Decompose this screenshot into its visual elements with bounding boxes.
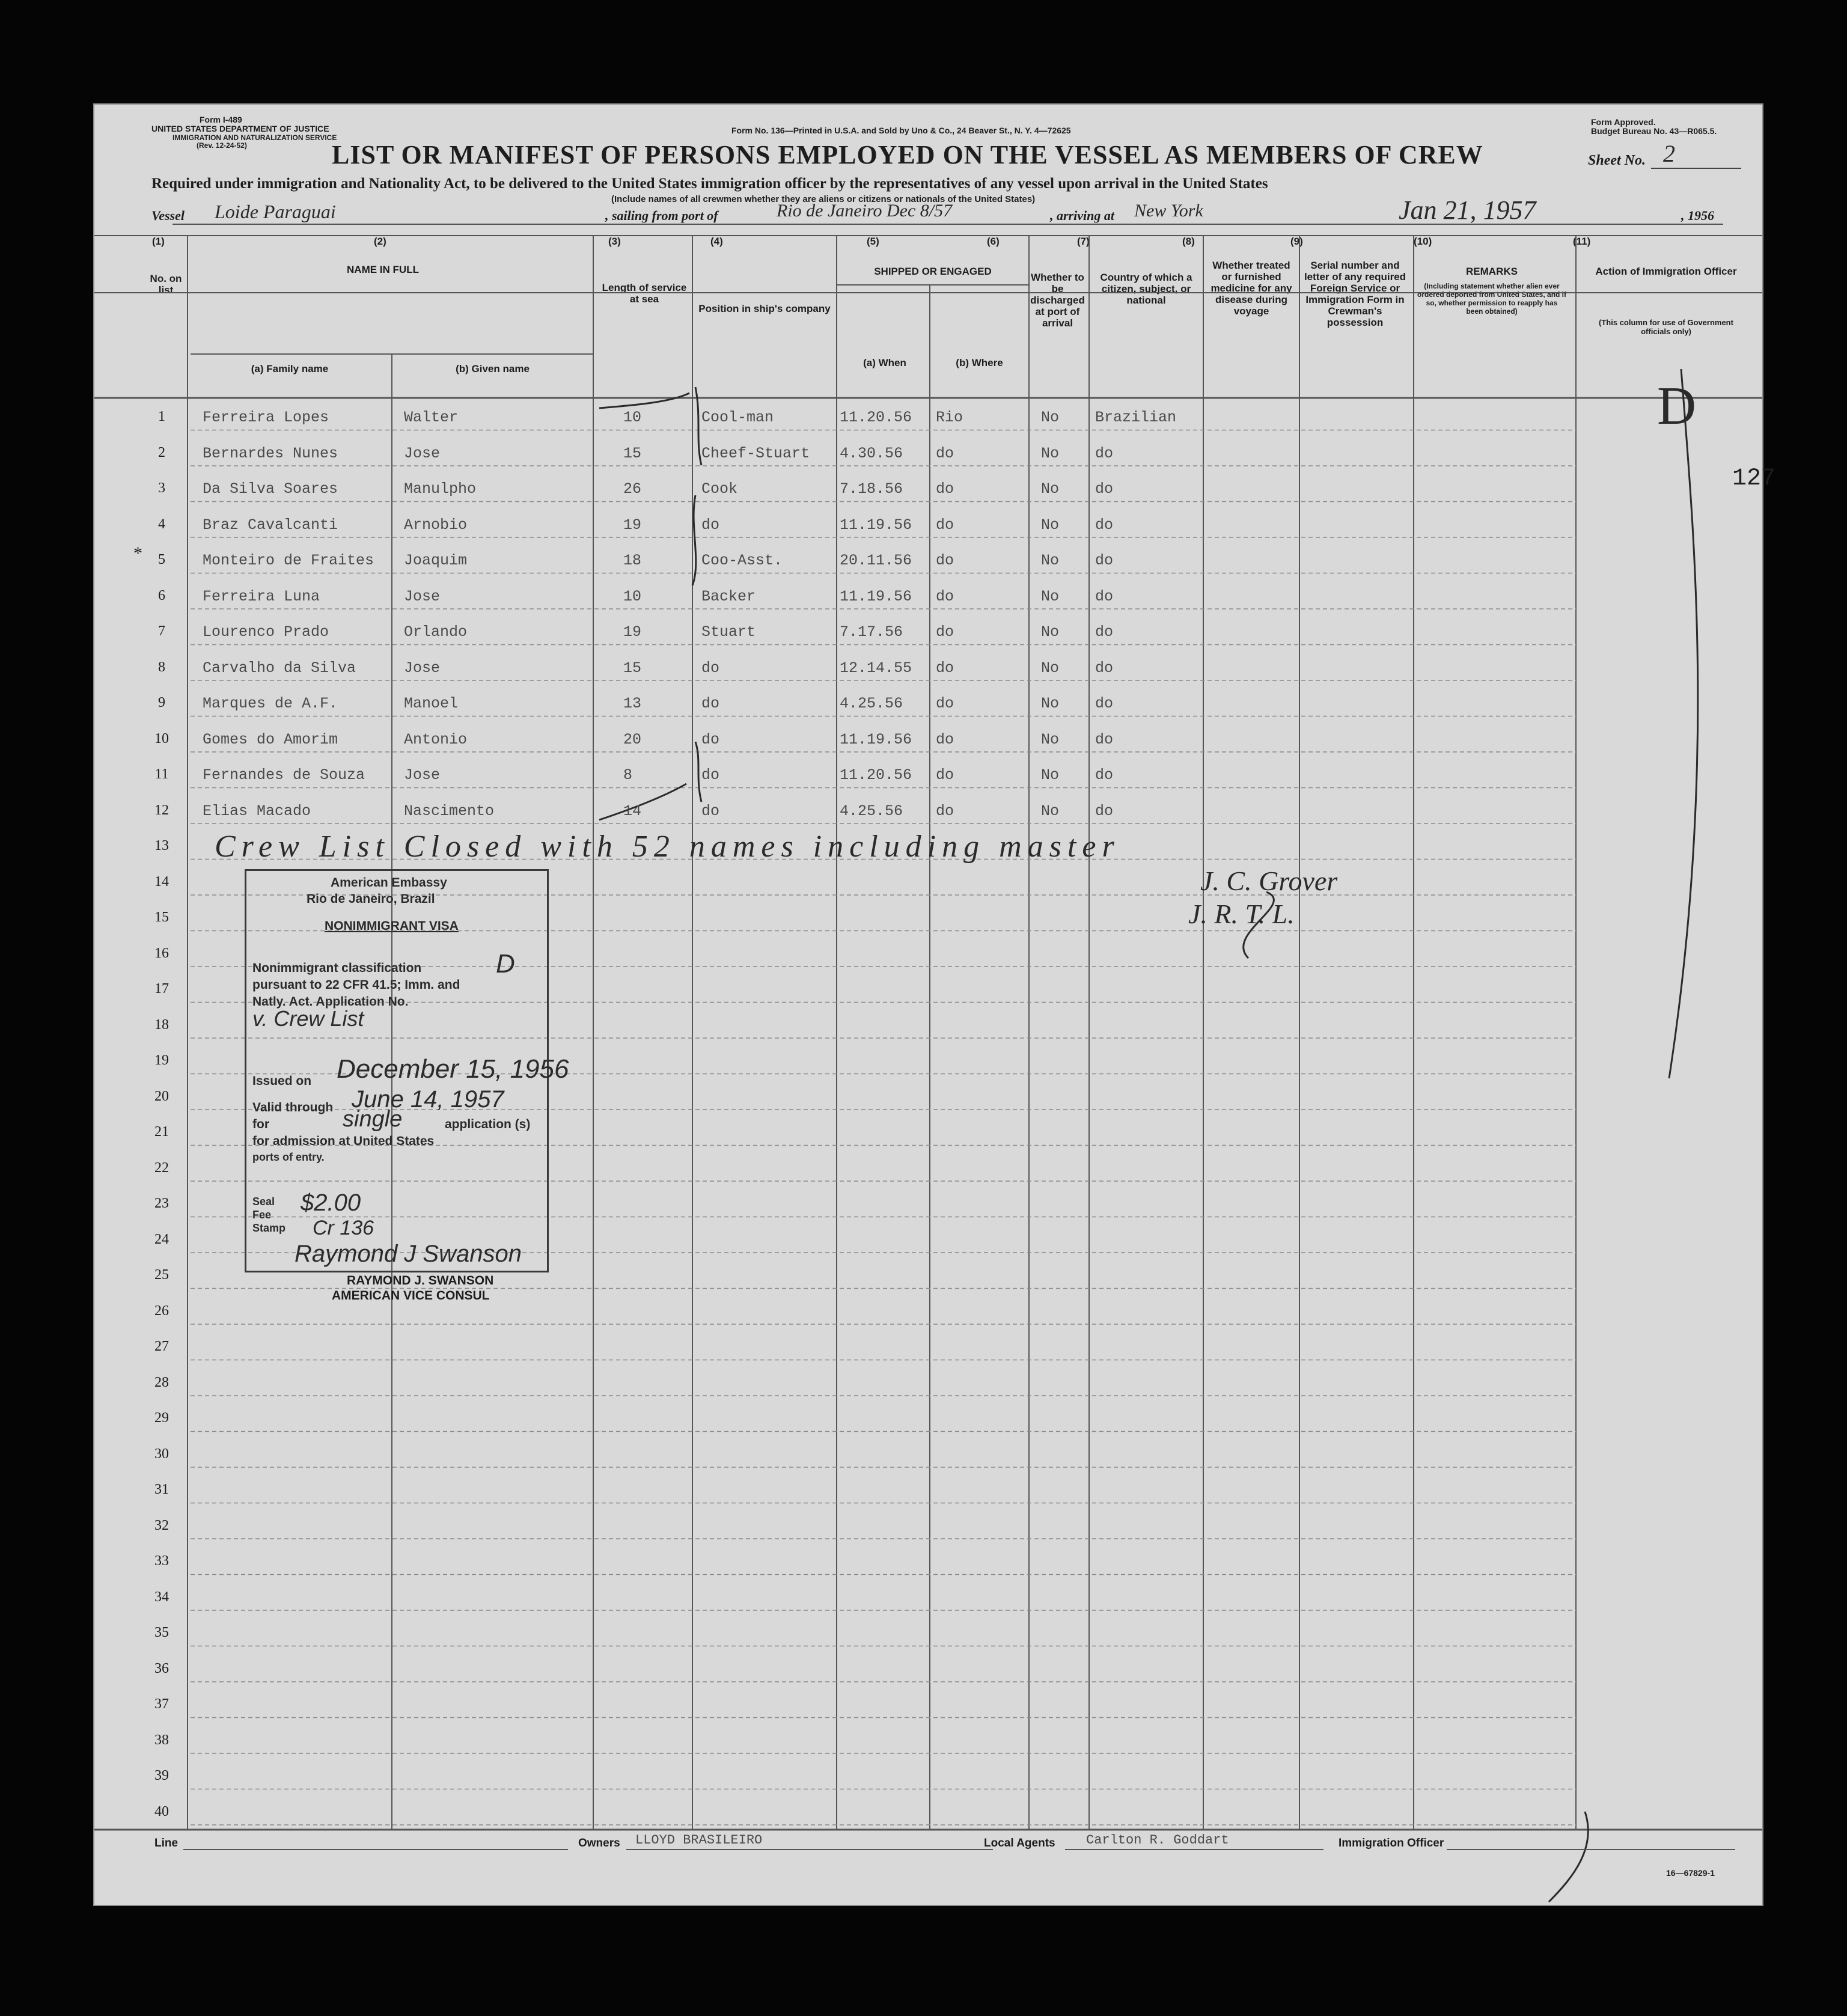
crew-family-name: Fernandes de Souza	[203, 766, 365, 784]
stamp-act: Natly. Act. Application No.	[252, 995, 409, 1009]
crew-family-name: Gomes do Amorim	[203, 730, 338, 748]
col11-note: (This column for use of Government officials only)	[1599, 318, 1733, 336]
crew-discharge: No	[1041, 730, 1060, 748]
crew-family-name: Marques de A.F.	[203, 695, 338, 712]
crew-given-name: Jose	[404, 587, 441, 605]
crew-shipped-when: 12.14.55	[840, 659, 912, 677]
department-label: UNITED STATES DEPARTMENT OF JUSTICE	[151, 124, 329, 133]
col5b-header: (b) Where	[956, 357, 1003, 368]
col11-header: Action of Immigration Officer	[1595, 266, 1737, 277]
col6-number: (6)	[987, 236, 1000, 247]
crew-discharge: No	[1041, 766, 1060, 784]
footer-owners-underline	[626, 1849, 993, 1850]
crew-given-name: Antonio	[404, 730, 468, 748]
col8-header: Whether treated or furnished medicine for any disease during voyage	[1210, 260, 1292, 317]
visa-stamp	[245, 869, 569, 1272]
col4-number: (4)	[710, 236, 723, 247]
closing-note: Crew List Closed with 52 names including master	[215, 829, 1120, 864]
footer-code: 16—67829-1	[1666, 1868, 1715, 1878]
stamp-fee-value: $2.00	[301, 1190, 361, 1216]
crew-given-name: Joaquim	[404, 552, 468, 569]
stamp-seal-label: Seal	[252, 1196, 275, 1208]
crew-shipped-where: do	[936, 480, 954, 498]
crew-position: Coo-Asst.	[701, 552, 783, 569]
crew-shipped-where: do	[936, 552, 954, 569]
crew-shipped-where: Rio	[936, 409, 963, 426]
col7-number: (7)	[1077, 236, 1090, 247]
stamp-application-label: application (s)	[445, 1117, 531, 1131]
crew-service: 15	[623, 444, 642, 462]
arriving-port: New York	[1134, 201, 1203, 221]
col1-header: No. on list	[150, 273, 182, 296]
row-number: 33	[154, 1553, 169, 1569]
service-label: IMMIGRATION AND NATURALIZATION SERVICE	[172, 133, 337, 142]
crew-country: do	[1095, 587, 1114, 605]
footer-owners-label: Owners	[578, 1837, 620, 1850]
crew-discharge: No	[1041, 552, 1060, 569]
crew-country: do	[1095, 659, 1114, 677]
row-number: 24	[154, 1231, 169, 1247]
row-number: 11	[154, 766, 169, 782]
row-number: 14	[154, 873, 169, 890]
crew-discharge: No	[1041, 623, 1060, 641]
row-number: 5	[158, 552, 165, 567]
row-number: 15	[154, 909, 169, 925]
stamp-valid-label: Valid through	[252, 1101, 334, 1114]
col10-note: (Including statement whether alien ever ordered deported from United States, and if so, whether permission to reapply has been obtained)	[1417, 282, 1567, 316]
crew-shipped-when: 7.18.56	[840, 480, 903, 498]
footer-officer-label: Immigration Officer	[1339, 1837, 1444, 1850]
crew-shipped-where: do	[936, 730, 954, 748]
sheet-number: 2	[1663, 140, 1675, 167]
col5a-header: (a) When	[863, 357, 906, 368]
crew-discharge: No	[1041, 444, 1060, 462]
stamp-admission: for admission at United States	[252, 1134, 435, 1148]
row-number: 12	[154, 802, 169, 818]
footer-agents-underline	[1065, 1849, 1323, 1850]
crew-shipped-where: do	[936, 766, 954, 784]
crew-service: 14	[623, 802, 642, 820]
stamp-embassy: American Embassy	[331, 876, 447, 890]
crew-position: do	[701, 516, 720, 534]
row-number: 23	[154, 1196, 169, 1211]
crew-discharge: No	[1041, 516, 1060, 534]
row-number: 25	[154, 1267, 169, 1283]
form-number-prefix: Form I-489	[200, 115, 242, 124]
crew-position: do	[701, 659, 720, 677]
row-number: 38	[154, 1732, 169, 1748]
crew-country: do	[1095, 444, 1114, 462]
crew-given-name: Manoel	[404, 695, 459, 712]
row-number: 2	[158, 444, 165, 460]
stamp-stamp-label: Stamp	[252, 1222, 286, 1234]
row-number: 27	[154, 1339, 169, 1354]
stamp-fee-label: Fee	[252, 1209, 272, 1221]
crew-country: do	[1095, 552, 1114, 569]
stamp-for-label: for	[252, 1117, 269, 1131]
crew-position: do	[701, 695, 720, 712]
crew-service: 15	[623, 659, 642, 677]
crew-service: 8	[623, 766, 633, 784]
vessel-name: Loide Paraguai	[215, 201, 336, 222]
row-number: 1	[158, 409, 165, 424]
stamp-valid-value: June 14, 1957	[352, 1086, 504, 1113]
crew-family-name: Lourenco Prado	[203, 623, 329, 641]
stamp-signature: Raymond J Swanson	[295, 1241, 522, 1267]
col4-header: Position in ship's company	[698, 303, 831, 314]
crew-country: do	[1095, 730, 1114, 748]
stamp-visa-type: NONIMMIGRANT VISA	[325, 919, 459, 933]
include-note: (Include names of all crewmen whether they are aliens or citizens or nationals of the United States)	[611, 194, 1036, 204]
crew-shipped-where: do	[936, 623, 954, 641]
row-number: 13	[154, 838, 169, 854]
row-number: 3	[158, 480, 165, 496]
crew-shipped-when: 11.20.56	[840, 766, 912, 784]
crew-country: do	[1095, 695, 1114, 712]
row-number: 26	[154, 1303, 169, 1319]
crew-given-name: Walter	[404, 409, 459, 426]
row-number: 8	[158, 659, 165, 675]
row-number: 40	[154, 1803, 169, 1819]
revision-label: (Rev. 12-24-52)	[197, 141, 247, 150]
official-initials: J. C. Grover	[1200, 866, 1338, 896]
row-number: 30	[154, 1446, 169, 1462]
col5-number: (5)	[867, 236, 879, 247]
crew-shipped-when: 7.17.56	[840, 623, 903, 641]
crew-shipped-where: do	[936, 659, 954, 677]
consul-name: RAYMOND J. SWANSON	[347, 1274, 494, 1287]
printer-note: Form No. 136—Printed in U.S.A. and Sold by Uno & Co., 24 Beaver St., N. Y. 4—72625	[731, 126, 1071, 135]
col11-number: (11)	[1573, 236, 1591, 247]
crew-position: do	[701, 802, 720, 820]
crew-given-name: Manulpho	[404, 480, 477, 498]
footer-agents-value: Carlton R. Goddart	[1086, 1833, 1229, 1848]
crew-position: Cheef-Stuart	[701, 444, 810, 462]
stamp-crew-list: v. Crew List	[252, 1006, 364, 1031]
col3-header: Length of service at sea	[602, 282, 687, 305]
row-number: 22	[154, 1159, 169, 1176]
col8-number: (8)	[1182, 236, 1195, 247]
crew-shipped-where: do	[936, 695, 954, 712]
crew-given-name: Nascimento	[404, 802, 495, 820]
crew-shipped-where: do	[936, 444, 954, 462]
crew-family-name: Da Silva Soares	[203, 480, 338, 498]
crew-discharge: No	[1041, 409, 1060, 426]
col7-header: Country of which a citizen, subject, or national	[1100, 272, 1192, 306]
crew-discharge: No	[1041, 480, 1060, 498]
approved-label: Form Approved.	[1591, 117, 1656, 127]
stamp-classification-label: Nonimmigrant classification	[252, 961, 422, 975]
crew-family-name: Bernardes Nunes	[203, 444, 338, 462]
manifest-sheet	[93, 103, 1776, 1906]
footer-line-label: Line	[154, 1837, 179, 1850]
sailing-port: Rio de Janeiro Dec 8/57	[777, 201, 953, 221]
crew-shipped-when: 4.25.56	[840, 695, 903, 712]
crew-discharge: No	[1041, 802, 1060, 820]
row5-mark: *	[133, 543, 142, 563]
crew-shipped-when: 11.19.56	[840, 730, 912, 748]
action-mark: D	[1657, 376, 1696, 436]
crew-shipped-when: 11.19.56	[840, 516, 912, 534]
crew-service: 13	[623, 695, 642, 712]
crew-position: do	[701, 766, 720, 784]
margin-number: 127	[1732, 465, 1776, 492]
budget-label: Budget Bureau No. 43—R065.5.	[1591, 126, 1717, 136]
footer-owners-value: LLOYD BRASILEIRO	[635, 1833, 763, 1848]
row-number: 9	[158, 695, 165, 710]
row-number: 7	[158, 623, 165, 639]
crew-shipped-when: 11.19.56	[840, 587, 912, 605]
crew-position: Cool-man	[701, 409, 774, 426]
stamp-classification-value: D	[496, 949, 515, 979]
arrival-date: Jan 21, 1957	[1399, 195, 1536, 225]
crew-shipped-where: do	[936, 802, 954, 820]
row-number: 35	[154, 1625, 169, 1640]
row-number: 6	[158, 587, 165, 603]
crew-family-name: Ferreira Lopes	[203, 409, 329, 426]
row-number: 32	[154, 1517, 169, 1533]
stamp-for-value: single	[343, 1107, 403, 1132]
crew-given-name: Arnobio	[404, 516, 468, 534]
crew-position: Stuart	[701, 623, 756, 641]
row-number: 17	[154, 981, 169, 997]
crew-service: 10	[623, 587, 642, 605]
crew-service: 10	[623, 409, 642, 426]
crew-discharge: No	[1041, 659, 1060, 677]
stamp-location: Rio de Janeiro, Brazil	[307, 892, 435, 906]
row-number: 19	[154, 1052, 169, 1068]
crew-discharge: No	[1041, 587, 1060, 605]
crew-position: Cook	[701, 480, 738, 498]
crew-service: 19	[623, 516, 642, 534]
row-number: 31	[154, 1482, 169, 1497]
col2-header: NAME IN FULL	[347, 264, 419, 275]
row-number: 34	[154, 1589, 169, 1605]
stamp-pursuant: pursuant to 22 CFR 41.5; Imm. and	[252, 978, 460, 992]
crew-family-name: Ferreira Luna	[203, 587, 320, 605]
footer-officer-underline	[1447, 1849, 1735, 1850]
crew-country: do	[1095, 802, 1114, 820]
crew-country: do	[1095, 623, 1114, 641]
row-number: 39	[154, 1768, 169, 1783]
stamp-ports: ports of entry.	[252, 1151, 325, 1163]
year-label: , 1956	[1681, 208, 1714, 223]
crew-service: 18	[623, 552, 642, 569]
crew-family-name: Braz Cavalcanti	[203, 516, 338, 534]
col2b-header: (b) Given name	[456, 363, 530, 374]
row-number: 29	[154, 1410, 169, 1426]
crew-country: do	[1095, 480, 1114, 498]
crew-shipped-when: 4.25.56	[840, 802, 903, 820]
col6-header: Whether to be discharged at port of arrival	[1030, 272, 1085, 329]
crew-country: do	[1095, 516, 1114, 534]
crew-given-name: Orlando	[404, 623, 468, 641]
crew-family-name: Elias Macado	[203, 802, 311, 820]
row-number: 10	[154, 730, 169, 747]
col2a-header: (a) Family name	[251, 363, 329, 374]
crew-service: 19	[623, 623, 642, 641]
row-number: 37	[154, 1696, 169, 1712]
footer-agents-label: Local Agents	[984, 1837, 1055, 1850]
crew-shipped-when: 11.20.56	[840, 409, 912, 426]
manifest-title: LIST OR MANIFEST OF PERSONS EMPLOYED ON THE VESSEL AS MEMBERS OF CREW	[332, 140, 1483, 170]
consul-title: AMERICAN VICE CONSUL	[332, 1289, 490, 1303]
vessel-label: Vessel	[151, 208, 185, 223]
row-number: 21	[154, 1124, 169, 1140]
sheet-label: Sheet No.	[1588, 153, 1646, 168]
col2-number: (2)	[374, 236, 386, 247]
crew-position: do	[701, 730, 720, 748]
crew-shipped-when: 4.30.56	[840, 444, 903, 462]
crew-given-name: Jose	[404, 659, 441, 677]
crew-family-name: Monteiro de Fraites	[203, 552, 374, 569]
arriving-label: , arriving at	[1050, 208, 1114, 223]
footer-line-underline	[183, 1849, 568, 1850]
col9-header: Serial number and letter of any required Foreign Service or Immigration Form in Crewman's possession	[1304, 260, 1406, 328]
row-number: 20	[154, 1088, 169, 1104]
row-number: 36	[154, 1660, 169, 1676]
crew-discharge: No	[1041, 695, 1060, 712]
stamp-stamp-value: Cr 136	[313, 1217, 374, 1239]
crew-given-name: Jose	[404, 444, 441, 462]
col3-number: (3)	[608, 236, 621, 247]
col9-number: (9)	[1290, 236, 1303, 247]
official-initials-2: J. R. T. L.	[1188, 899, 1295, 929]
row-number: 28	[154, 1374, 169, 1390]
row-number: 4	[158, 516, 165, 532]
crew-service: 26	[623, 480, 642, 498]
crew-shipped-where: do	[936, 587, 954, 605]
subtitle: Required under immigration and Nationality Act, to be delivered to the United States immigration officer by the representatives of any vessel upon arrival in the United States	[151, 176, 1268, 192]
sailing-label: , sailing from port of	[605, 208, 718, 223]
crew-shipped-when: 20.11.56	[840, 552, 912, 569]
crew-position: Backer	[701, 587, 756, 605]
stamp-issued-value: December 15, 1956	[337, 1054, 569, 1084]
crew-country: Brazilian	[1095, 409, 1177, 426]
row-number: 18	[154, 1016, 169, 1033]
crew-service: 20	[623, 730, 642, 748]
crew-shipped-where: do	[936, 516, 954, 534]
col10-number: (10)	[1414, 236, 1432, 247]
col10-header: REMARKS	[1466, 266, 1518, 277]
crew-country: do	[1095, 766, 1114, 784]
col1-number: (1)	[152, 236, 165, 247]
stamp-issued-label: Issued on	[252, 1074, 312, 1088]
crew-given-name: Jose	[404, 766, 441, 784]
row-number: 16	[154, 945, 169, 961]
col5-header: SHIPPED OR ENGAGED	[874, 266, 992, 277]
crew-family-name: Carvalho da Silva	[203, 659, 356, 677]
